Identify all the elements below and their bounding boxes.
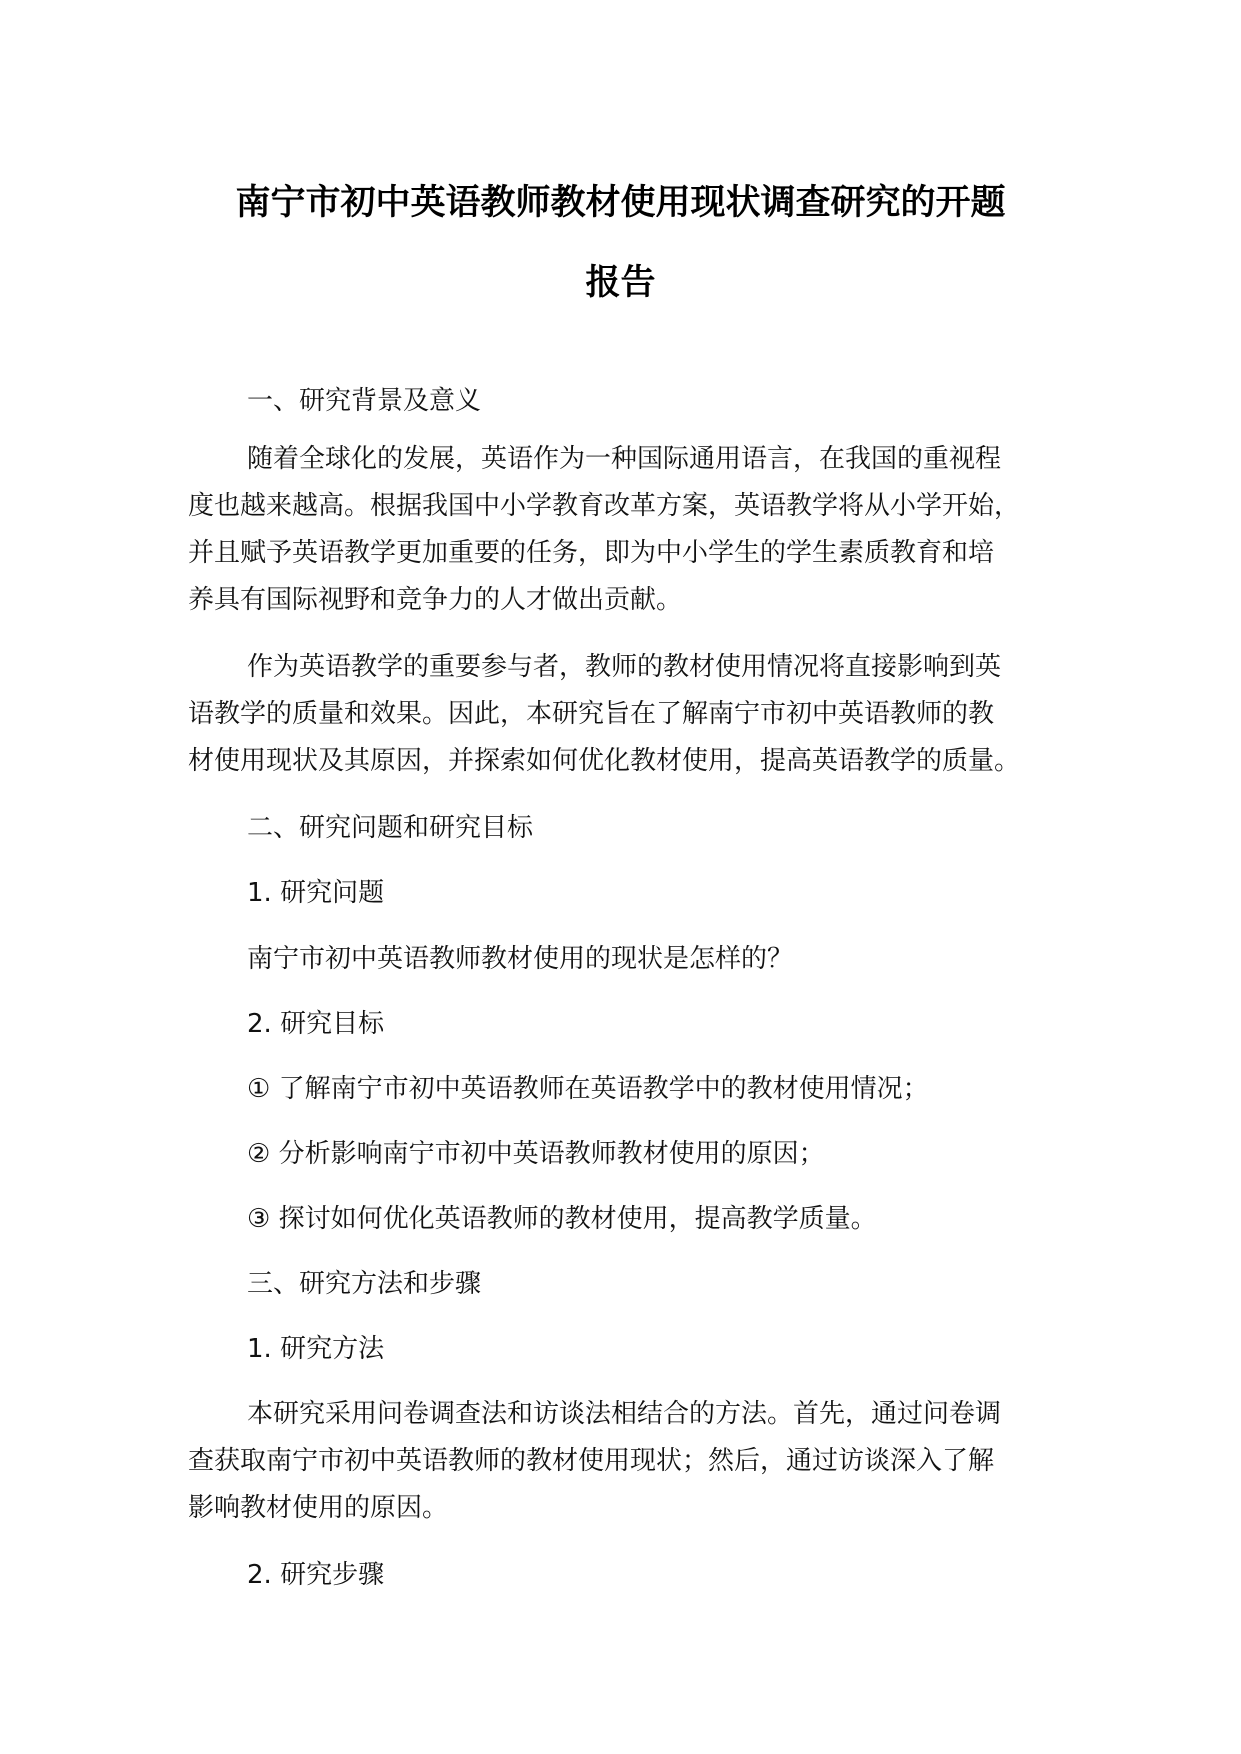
research-question: 南宁市初中英语教师教材使用的现状是怎样的？ xyxy=(247,944,794,974)
document-title-line-1: 南宁市初中英语教师教材使用现状调查研究的开题 xyxy=(235,183,1006,223)
paragraph-3-line-3: 影响教材使用的原因。 xyxy=(188,1493,449,1523)
paragraph-1-line-4: 养具有国际视野和竞争力的人才做出贡献。 xyxy=(188,585,683,615)
paragraph-1-line-3: 并且赋予英语教学更加重要的任务，即为中小学生的学生素质教育和培 xyxy=(188,538,995,568)
paragraph-1-line-2: 度也越来越高。根据我国中小学教育改革方案，英语教学将从小学开始， xyxy=(188,491,1021,521)
paragraph-3-line-1: 本研究采用问卷调查法和访谈法相结合的方法。首先，通过问卷调 xyxy=(247,1399,1002,1429)
goal-item-1: ① 了解南宁市初中英语教师在英语教学中的教材使用情况； xyxy=(247,1074,929,1104)
paragraph-2-line-3: 材使用现状及其原因，并探索如何优化教材使用，提高英语教学的质量。 xyxy=(188,746,1021,776)
sub-heading-research-goals: 2. 研究目标 xyxy=(247,1009,385,1039)
section-2-heading: 二、研究问题和研究目标 xyxy=(247,813,534,843)
sub-heading-research-question: 1. 研究问题 xyxy=(247,878,385,908)
paragraph-3-line-2: 查获取南宁市初中英语教师的教材使用现状；然后，通过访谈深入了解 xyxy=(188,1446,995,1476)
paragraph-2-line-2: 语教学的质量和效果。因此，本研究旨在了解南宁市初中英语教师的教 xyxy=(188,699,995,729)
section-3-heading: 三、研究方法和步骤 xyxy=(247,1269,482,1299)
sub-heading-research-method: 1. 研究方法 xyxy=(247,1334,385,1364)
paragraph-1-line-1: 随着全球化的发展，英语作为一种国际通用语言，在我国的重视程 xyxy=(247,444,1002,474)
document-title-line-2: 报告 xyxy=(585,263,656,303)
goal-item-2: ② 分析影响南宁市初中英语教师教材使用的原因； xyxy=(247,1139,825,1169)
goal-item-3: ③ 探讨如何优化英语教师的教材使用，提高教学质量。 xyxy=(247,1204,877,1234)
sub-heading-research-steps: 2. 研究步骤 xyxy=(247,1560,385,1590)
section-1-heading: 一、研究背景及意义 xyxy=(247,386,482,416)
paragraph-2-line-1: 作为英语教学的重要参与者，教师的教材使用情况将直接影响到英 xyxy=(247,652,1002,682)
